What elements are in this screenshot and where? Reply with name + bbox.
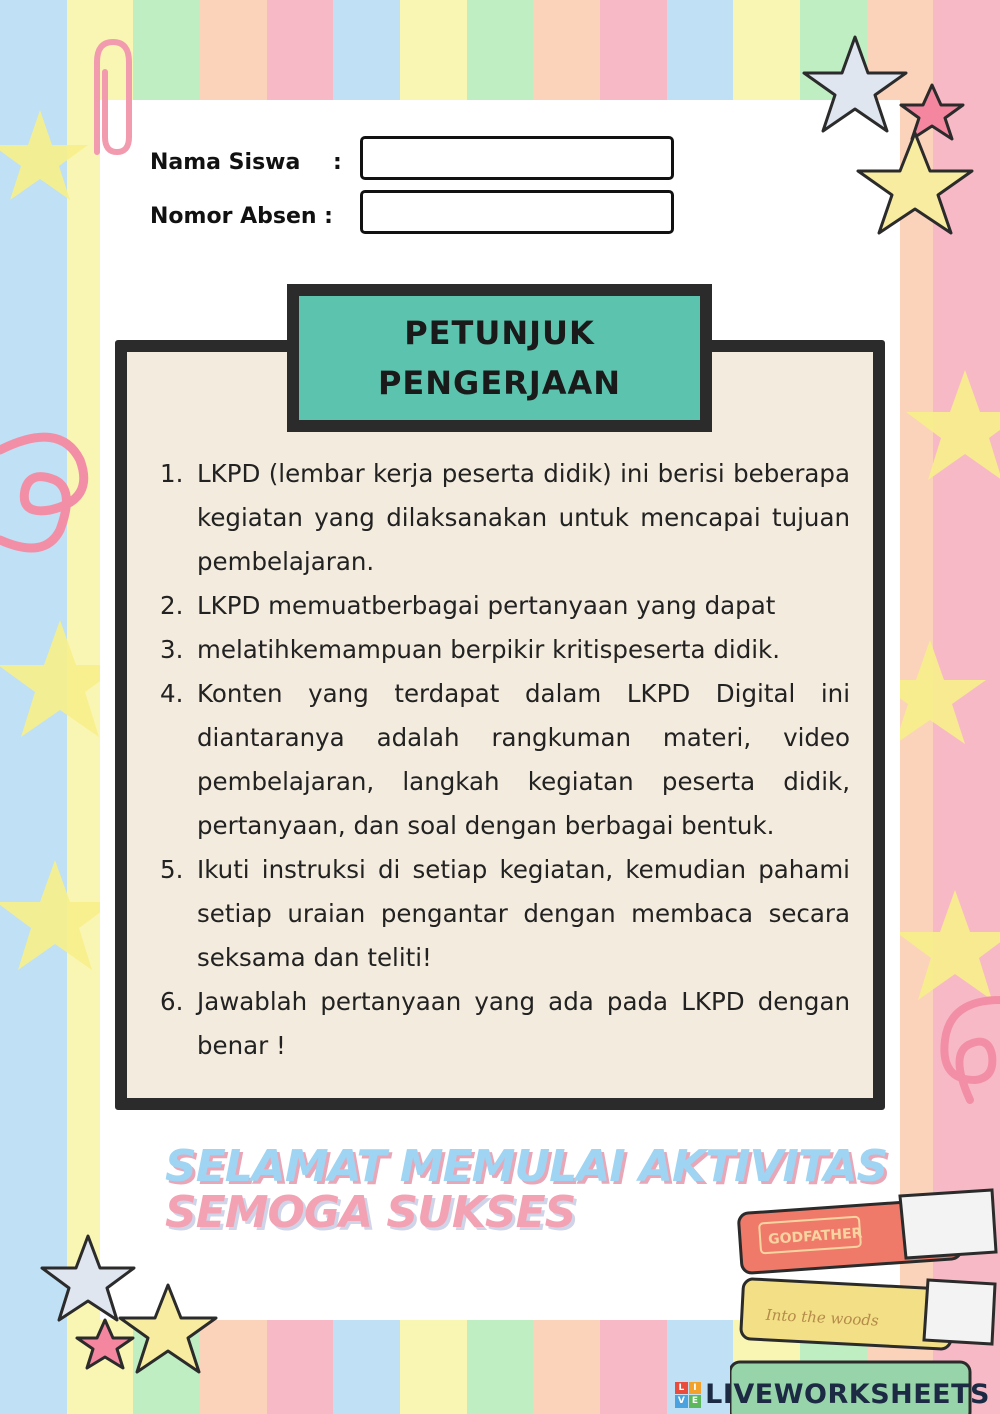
list-item-text: LKPD memuatberbagai pertanyaan yang dapat (197, 591, 776, 620)
liveworksheets-logo-icon (675, 1382, 701, 1408)
list-item-text: Jawablah pertanyaan yang ada pada LKPD dengan benar ! (197, 987, 850, 1060)
list-item (160, 452, 850, 584)
star-icon (906, 370, 1000, 480)
list-item-number: 6. (160, 987, 184, 1016)
list-item (160, 628, 850, 672)
instructions-title-line1: PETUNJUK (404, 314, 595, 352)
book-title-middle: Into the woods (765, 1305, 880, 1330)
logo-letter: I (689, 1382, 702, 1395)
list-item-number: 2. (160, 591, 184, 620)
list-item (160, 980, 850, 1068)
ribbon-swirl-icon (930, 990, 1000, 1110)
name-input[interactable] (363, 139, 671, 177)
list-item-text: melatihkemampuan berpikir kritispeserta didik. (197, 635, 781, 664)
star-icon (800, 25, 1000, 235)
star-icon (40, 1230, 220, 1380)
logo-letter: V (675, 1395, 688, 1408)
liveworksheets-watermark (675, 1379, 990, 1410)
list-item-number: 3. (160, 635, 184, 664)
list-item-text: Konten yang terdapat dalam LKPD Digital ini diantaranya adalah rangkuman materi, video pembelajaran, langkah kegiatan peserta didik, pertanyaan, dan soal dengan berbagai bentuk. (197, 679, 850, 840)
list-item-text: Ikuti instruksi di setiap kegiatan, kemudian pahami setiap uraian pengantar dengan membaca secara seksama dan teliti! (197, 855, 850, 972)
instructions-title-line2: PENGERJAAN (377, 364, 622, 402)
logo-letter: E (689, 1395, 702, 1408)
instructions-list (160, 452, 850, 1068)
absen-label: Nomor Absen : (150, 204, 333, 229)
list-item-number: 4. (160, 679, 184, 708)
list-item (160, 672, 850, 848)
paperclip-icon (75, 32, 145, 162)
instructions-title-tab (287, 284, 712, 432)
list-item (160, 584, 850, 628)
ribbon-swirl-icon (0, 420, 100, 560)
book-title-top: GODFATHER (767, 1225, 863, 1248)
list-item-number: 1. (160, 459, 184, 488)
star-icon (0, 860, 114, 970)
list-item-number: 5. (160, 855, 184, 884)
absen-input[interactable] (363, 193, 671, 231)
star-icon (896, 890, 1000, 1000)
greeting-line1: SELAMAT MEMULAI AKTIVITAS (165, 1141, 888, 1192)
list-item-text: LKPD (lembar kerja peserta didik) ini berisi beberapa kegiatan yang dilaksanakan untuk mencapai tujuan pembelajaran. (197, 459, 850, 576)
name-colon: : (333, 150, 342, 175)
logo-letter: L (675, 1382, 688, 1395)
greeting-line2: SEMOGA SUKSES (165, 1187, 576, 1238)
name-field[interactable] (360, 136, 674, 180)
watermark-text: LIVEWORKSHEETS (705, 1379, 990, 1410)
name-label: Nama Siswa (150, 150, 301, 175)
list-item (160, 848, 850, 980)
absen-field[interactable] (360, 190, 674, 234)
